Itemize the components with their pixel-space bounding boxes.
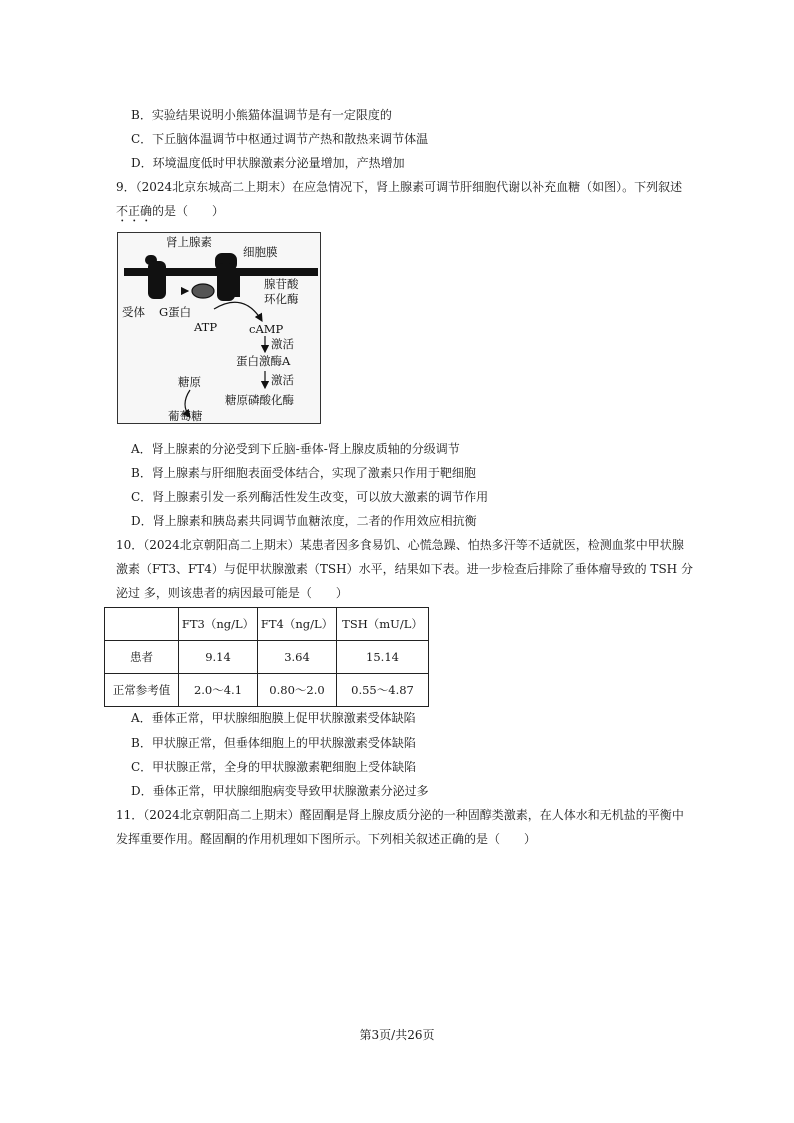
q9-option-c: C．肾上腺素引发一系列酶活性发生改变，可以放大激素的调节作用 — [131, 490, 489, 504]
label-camp: cAMP — [249, 322, 284, 336]
q10-stem-line3: 泌过 多，则该患者的病因最可能是（ ） — [116, 586, 348, 600]
adenylate-cyclase-shape — [215, 253, 240, 301]
q9-stem-line2 — [116, 203, 224, 225]
q10-stem-line1: 10．（2024北京朝阳高二上期末）某患者因多食易饥、心慌急躁、怕热多汗等不适就医，检测血浆中甲状腺 — [116, 538, 684, 552]
table-header-cell — [105, 608, 179, 641]
q8-option-d: D．环境温度低时甲状腺激素分泌量增加，产热增加 — [131, 156, 405, 170]
q9-stem-rest: 的是（ ） — [152, 204, 225, 218]
table-cell: 9.14 — [179, 641, 258, 674]
table-cell: 3.64 — [258, 641, 337, 674]
label-glucose: 葡萄糖 — [168, 409, 203, 423]
table-cell: 0.80～2.0 — [258, 674, 337, 707]
table-cell: 患者 — [105, 641, 179, 674]
q10-stem-line2: 激素（FT3、FT4）与促甲状腺激素（TSH）水平，结果如下表。进一步检查后排除了垂体瘤导致的 TSH 分 — [116, 562, 693, 576]
q10-option-a: A．垂体正常，甲状腺细胞膜上促甲状腺激素受体缺陷 — [131, 711, 416, 725]
q8-option-c: C．下丘脑体温调节中枢通过调节产热和散热来调节体温 — [131, 132, 429, 146]
label-glycogen: 糖原 — [178, 375, 201, 389]
table-row — [105, 674, 429, 707]
label-pka: 蛋白激酶A — [236, 354, 291, 368]
table-cell: 正常参考值 — [105, 674, 179, 707]
page-number: 第3页/共26页 — [359, 1028, 435, 1042]
q9-option-d: D．肾上腺素和胰岛素共同调节血糖浓度，二者的作用效应相抗衡 — [131, 514, 477, 528]
q10-table — [104, 607, 429, 707]
label-atp: ATP — [194, 320, 218, 334]
label-enzyme-2: 环化酶 — [264, 292, 299, 306]
table-cell: 2.0～4.1 — [179, 674, 258, 707]
label-activate-2: 激活 — [271, 373, 294, 387]
table-cell: 0.55～4.87 — [337, 674, 429, 707]
q9-option-b: B．肾上腺素与肝细胞表面受体结合，实现了激素只作用于靶细胞 — [131, 466, 476, 480]
q9-option-a: A．肾上腺素的分泌受到下丘脑-垂体-肾上腺皮质轴的分级调节 — [131, 442, 460, 456]
table-cell: 15.14 — [337, 641, 429, 674]
label-activate-1: 激活 — [271, 337, 294, 351]
q9-stem-line1: 9．（2024北京东城高二上期末）在应急情况下，肾上腺素可调节肝细胞代谢以补充血糖（如图）。下列叙述 — [116, 180, 683, 194]
table-header-row — [105, 608, 429, 641]
q11-stem-line1: 11．（2024北京朝阳高二上期末）醛固酮是肾上腺皮质分泌的一种固醇类激素，在人体水和无机盐的平衡中 — [116, 808, 684, 822]
label-receptor: 受体 — [122, 305, 145, 319]
g-protein-shape — [192, 284, 214, 298]
q9-stem-emphasis: 不正确 — [116, 204, 153, 218]
label-g-protein: G蛋白 — [159, 305, 192, 319]
q10-option-d: D．垂体正常，甲状腺细胞病变导致甲状腺激素分泌过多 — [131, 784, 429, 798]
label-enzyme-1: 腺苷酸 — [264, 277, 299, 291]
q11-stem-line2: 发挥重要作用。醛固酮的作用机理如下图所示。下列相关叙述正确的是（ ） — [116, 832, 537, 846]
q8-option-b: B．实验结果说明小熊猫体温调节是有一定限度的 — [131, 108, 392, 122]
table-row — [105, 641, 429, 674]
q10-option-b: B．甲状腺正常，但垂体细胞上的甲状腺激素受体缺陷 — [131, 736, 416, 750]
table-header-cell: FT4（ng/L） — [258, 608, 337, 641]
arrow-atp-to-camp — [214, 302, 262, 321]
label-phosphorylase: 糖原磷酸化酶 — [225, 393, 294, 407]
label-adrenaline: 肾上腺素 — [166, 235, 212, 249]
label-membrane: 细胞膜 — [243, 245, 278, 259]
receptor-shape — [145, 255, 166, 299]
table-header-cell: TSH（mU/L） — [337, 608, 429, 641]
table-header-cell: FT3（ng/L） — [179, 608, 258, 641]
q9-figure — [117, 232, 321, 424]
q10-option-c: C．甲状腺正常，全身的甲状腺激素靶细胞上受体缺陷 — [131, 760, 417, 774]
